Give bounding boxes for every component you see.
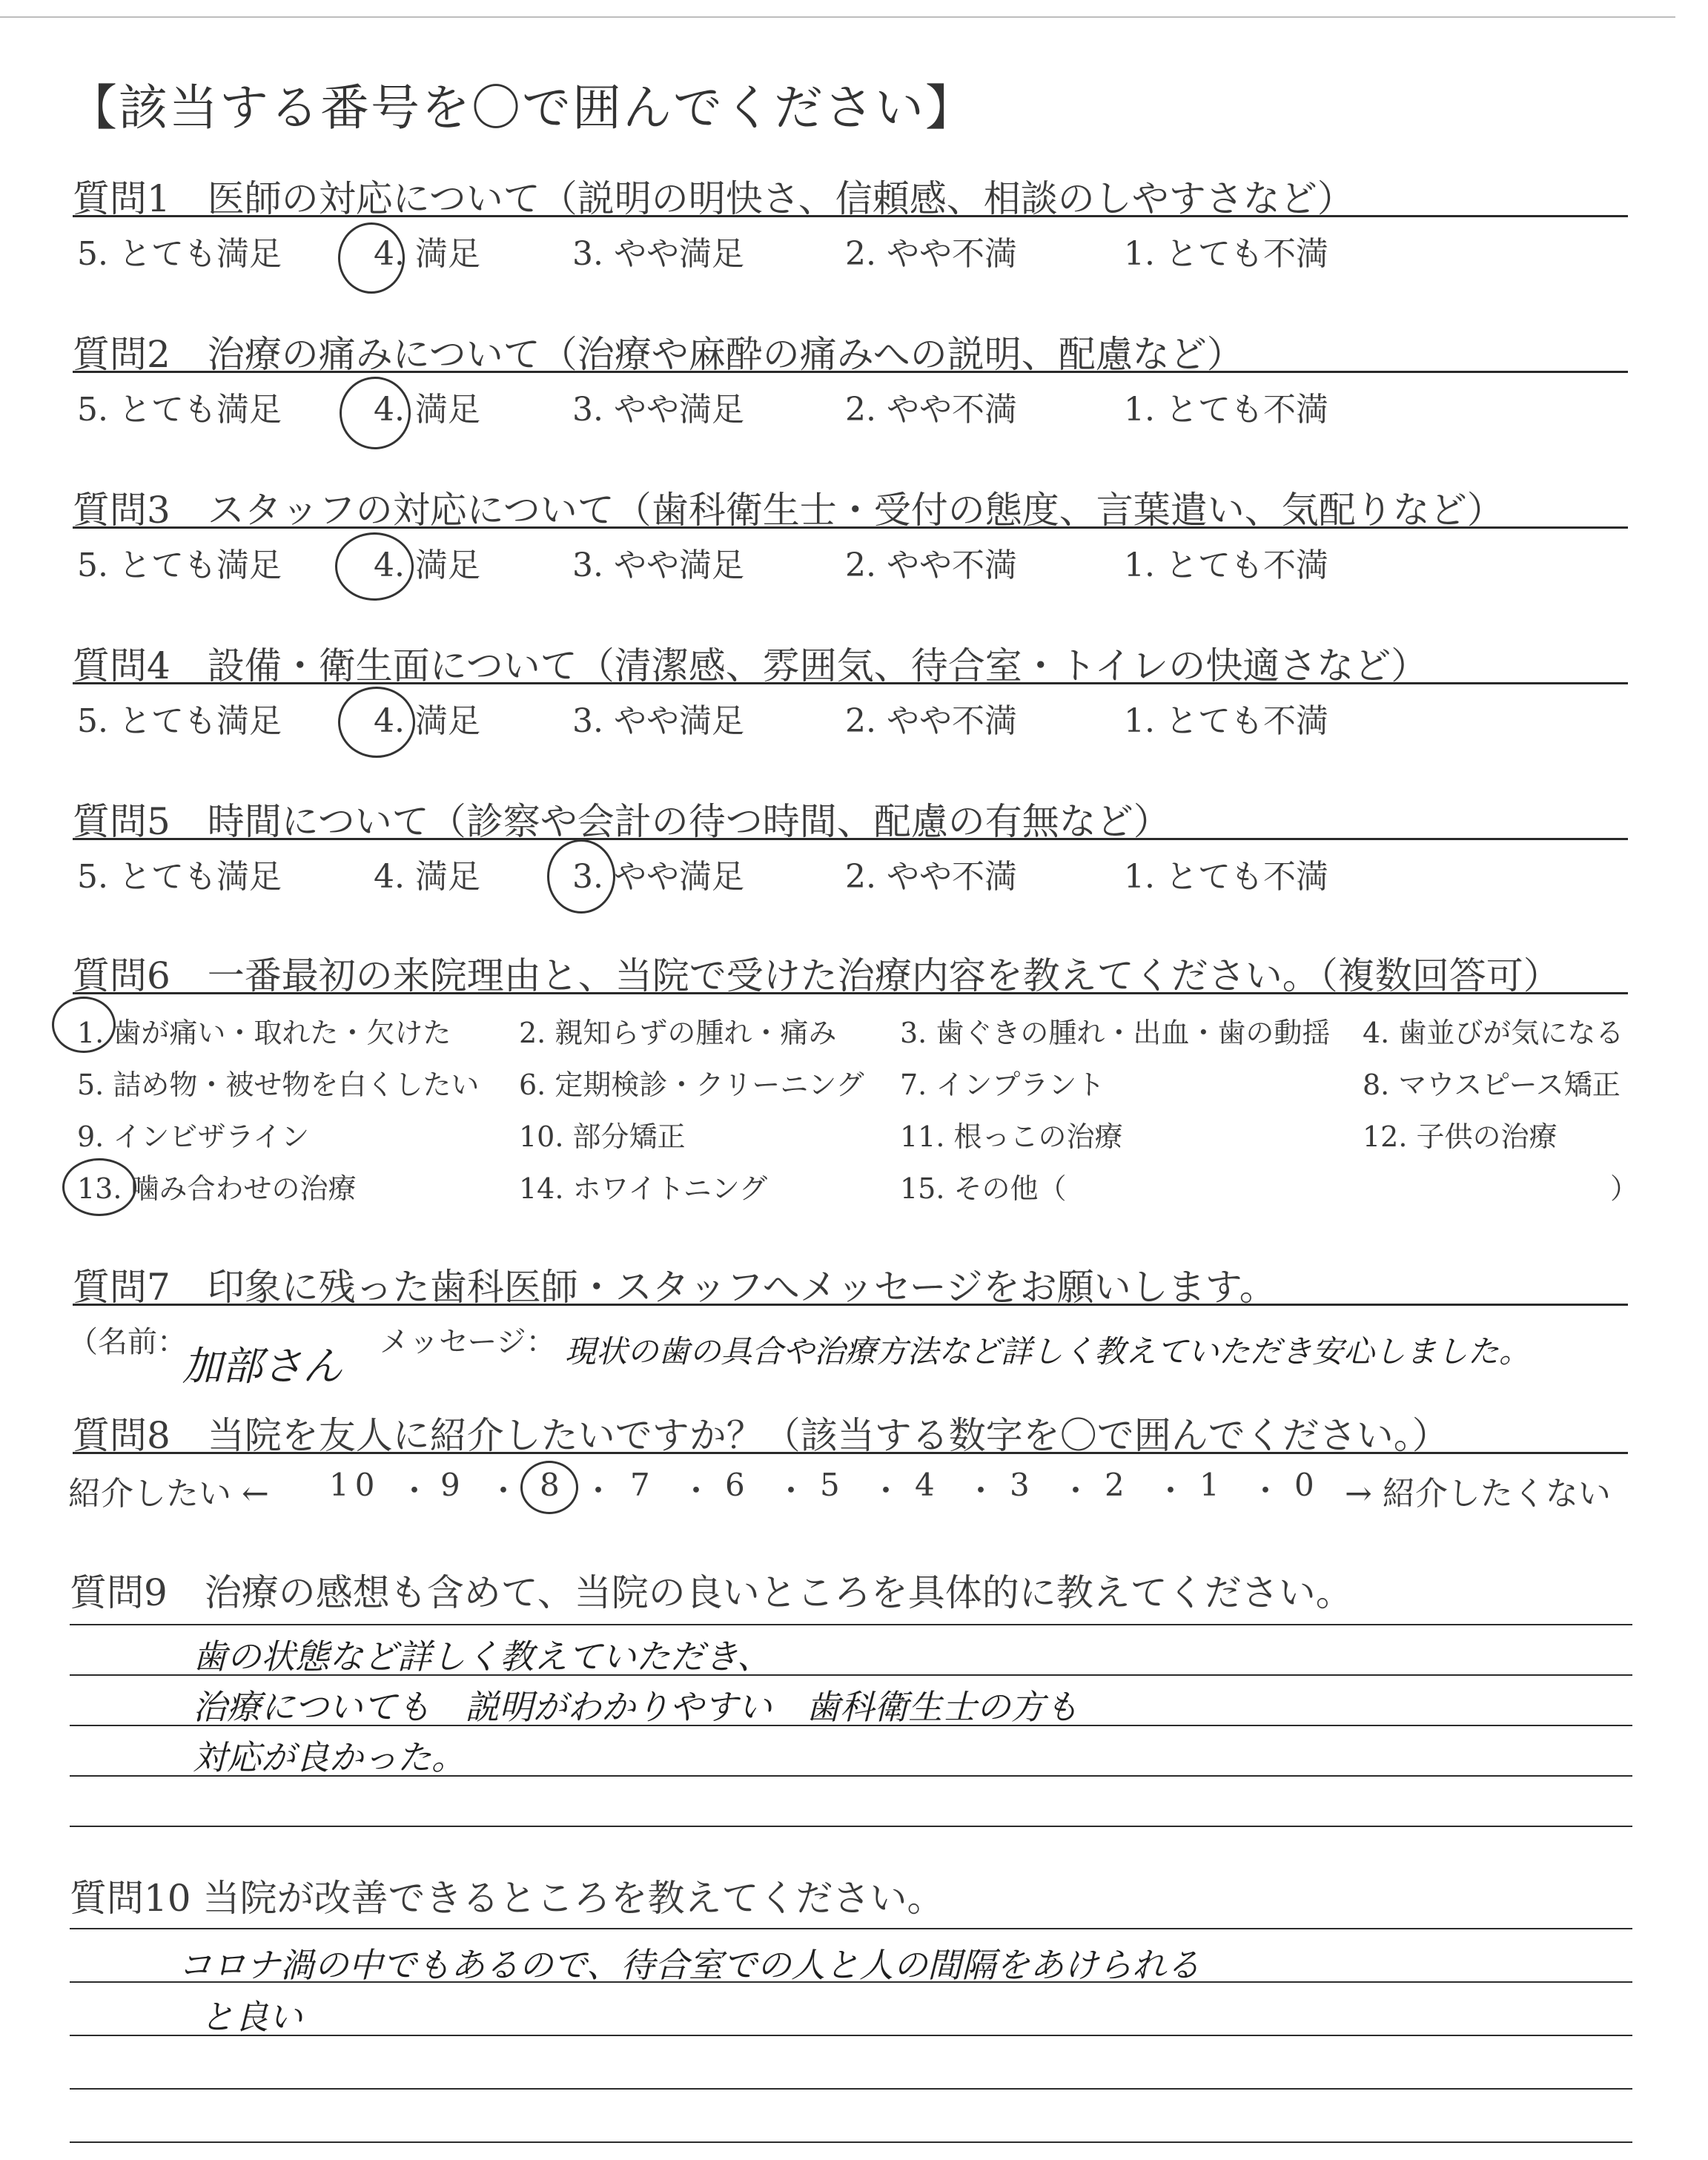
q8-scale-3[interactable]: 3	[1010, 1467, 1036, 1503]
q3-option-5[interactable]: 5. とても満足	[77, 546, 282, 584]
q1-answer-circle	[338, 222, 405, 294]
q9-answer-line-1[interactable]: 歯の状態など詳しく教えていただき、	[193, 1636, 772, 1677]
q7-message-value[interactable]: 現状の歯の具合や治療方法など詳しく教えていただき安心しました。	[565, 1333, 1531, 1370]
q6-choice-13[interactable]: 13. 噛み合わせの治療	[77, 1172, 357, 1205]
q6-choice-10[interactable]: 10. 部分矯正	[519, 1120, 686, 1153]
q8-scale-2[interactable]: 2	[1105, 1467, 1131, 1503]
q6-choice-3[interactable]: 3. 歯ぐきの腫れ・出血・歯の動揺	[900, 1017, 1331, 1049]
q3-option-4[interactable]: 4. 満足	[374, 546, 480, 584]
q5-option-1[interactable]: 1. とても不満	[1124, 858, 1328, 896]
q10-answer-line	[70, 1928, 1632, 1929]
q9-answer-line	[70, 1826, 1632, 1827]
question-6-rule	[73, 992, 1628, 994]
q6-other-close-paren: ）	[1610, 1172, 1639, 1205]
q8-scale-0[interactable]: 0	[1294, 1467, 1320, 1503]
q8-scale-4[interactable]: 4	[915, 1467, 941, 1503]
q8-left-label: 紹介したい ←	[68, 1475, 269, 1513]
q1-option-4[interactable]: 4. 満足	[374, 235, 480, 273]
question-4-rule	[73, 682, 1628, 684]
q7-name-value[interactable]: 加部さん	[182, 1343, 342, 1390]
q10-answer-line-2[interactable]: と良い	[200, 1997, 302, 2037]
question-10-title: 質問10 当院が改善できるところを教えてください。	[70, 1877, 944, 1920]
question-1-title: 質問1 医師の対応について（説明の明快さ、信頼感、相談のしやすさなど）	[73, 177, 1354, 220]
q6-choice-15[interactable]: 15. その他（	[900, 1172, 1067, 1205]
q4-option-3[interactable]: 3. やや満足	[572, 702, 744, 740]
q6-choice-7[interactable]: 7. インプラント	[900, 1069, 1105, 1101]
q4-option-4[interactable]: 4. 満足	[374, 702, 480, 740]
q6-choice-14[interactable]: 14. ホワイトニング	[519, 1172, 768, 1205]
q5-answer-circle	[547, 839, 615, 914]
q8-scale-6[interactable]: 6	[725, 1467, 751, 1503]
q4-answer-circle	[338, 687, 415, 758]
q8-answer-circle	[520, 1461, 578, 1514]
q2-option-5[interactable]: 5. とても満足	[77, 391, 282, 429]
q3-option-2[interactable]: 2. やや不満	[845, 546, 1017, 584]
page-title: 【該当する番号を〇で囲んでください】	[68, 79, 976, 136]
q8-scale-sep: ・	[1250, 1473, 1288, 1509]
q9-answer-line-3[interactable]: 対応が良かった。	[193, 1737, 466, 1777]
question-8-rule	[73, 1452, 1628, 1454]
question-7-rule	[73, 1304, 1628, 1306]
q6-choice-2[interactable]: 2. 親知らずの腫れ・痛み	[519, 1017, 837, 1049]
question-3-title: 質問3 スタッフの対応について（歯科衛生士・受付の態度、言葉遣い、気配りなど）	[73, 489, 1504, 532]
q4-option-5[interactable]: 5. とても満足	[77, 702, 282, 740]
q6-choice-12[interactable]: 12. 子供の治療	[1363, 1120, 1558, 1153]
q7-name-label: （名前：	[68, 1325, 187, 1359]
question-1-rule	[73, 215, 1628, 217]
question-4-title: 質問4 設備・衛生面について（清潔感、雰囲気、待合室・トイレの快適さなど）	[73, 644, 1429, 687]
q8-scale-1[interactable]: 1	[1199, 1467, 1225, 1503]
q8-scale-10[interactable]: 10	[329, 1467, 381, 1503]
q8-scale-7[interactable]: 7	[630, 1467, 656, 1503]
q9-answer-line	[70, 1624, 1632, 1625]
q1-option-3[interactable]: 3. やや満足	[572, 235, 744, 273]
q3-answer-circle	[335, 532, 414, 601]
q5-option-4[interactable]: 4. 満足	[374, 858, 480, 896]
question-2-title: 質問2 治療の痛みについて（治療や麻酔の痛みへの説明、配慮など）	[73, 333, 1244, 376]
question-9-title: 質問9 治療の感想も含めて、当院の良いところを具体的に教えてください。	[70, 1571, 1353, 1614]
q8-right-label: → 紹介したくない	[1345, 1475, 1611, 1513]
q8-scale-sep: ・	[488, 1473, 526, 1509]
q6-choice-9[interactable]: 9. インビザライン	[77, 1120, 310, 1153]
q8-scale-5[interactable]: 5	[820, 1467, 846, 1503]
q1-option-2[interactable]: 2. やや不満	[845, 235, 1017, 273]
q8-scale-sep: ・	[775, 1473, 813, 1509]
q4-option-1[interactable]: 1. とても不満	[1124, 702, 1328, 740]
q8-scale-8[interactable]: 8	[540, 1467, 566, 1503]
question-3-rule	[73, 526, 1628, 529]
q6-choice-11[interactable]: 11. 根っこの治療	[900, 1120, 1123, 1153]
q6-choice-5[interactable]: 5. 詰め物・被せ物を白くしたい	[77, 1069, 480, 1101]
q4-option-2[interactable]: 2. やや不満	[845, 702, 1017, 740]
q8-scale-sep: ・	[583, 1473, 620, 1509]
q6-choice-13-circle	[62, 1158, 136, 1216]
q6-choice-8[interactable]: 8. マウスピース矯正	[1363, 1069, 1621, 1101]
q8-scale-9[interactable]: 9	[440, 1467, 466, 1503]
q10-answer-line	[70, 2088, 1632, 2090]
q8-scale-sep: ・	[399, 1473, 437, 1509]
q5-option-3[interactable]: 3. やや満足	[572, 858, 744, 896]
q6-choice-6[interactable]: 6. 定期検診・クリーニング	[519, 1069, 864, 1101]
q5-option-5[interactable]: 5. とても満足	[77, 858, 282, 896]
q1-option-1[interactable]: 1. とても不満	[1124, 235, 1328, 273]
q7-message-label: メッセージ：	[380, 1325, 556, 1359]
question-6-title: 質問6 一番最初の来院理由と、当院で受けた治療内容を教えてください。（複数回答可）	[73, 954, 1560, 997]
q6-choice-1-circle	[52, 997, 116, 1053]
scan-edge-line	[0, 16, 1675, 18]
q2-option-4[interactable]: 4. 満足	[374, 391, 480, 429]
q2-answer-circle	[340, 377, 411, 449]
q10-answer-line	[70, 2035, 1632, 2036]
q10-answer-line	[70, 2141, 1632, 2143]
q9-answer-line-2[interactable]: 治療についても 説明がわかりやすい 歯科衛生士の方も	[193, 1687, 1079, 1727]
q2-option-2[interactable]: 2. やや不満	[845, 391, 1017, 429]
question-7-title: 質問7 印象に残った歯科医師・スタッフへメッセージをお願いします。	[73, 1266, 1277, 1309]
q3-option-3[interactable]: 3. やや満足	[572, 546, 744, 584]
q2-option-3[interactable]: 3. やや満足	[572, 391, 744, 429]
q8-scale-sep: ・	[1155, 1473, 1193, 1509]
q8-scale-sep: ・	[681, 1473, 718, 1509]
q1-option-5[interactable]: 5. とても満足	[77, 235, 282, 273]
q8-scale-sep: ・	[965, 1473, 1003, 1509]
question-5-title: 質問5 時間について（診察や会計の待つ時間、配慮の有無など）	[73, 800, 1171, 843]
question-8-title: 質問8 当院を友人に紹介したいですか？（該当する数字を〇で囲んでください。）	[73, 1414, 1449, 1457]
q3-option-1[interactable]: 1. とても不満	[1124, 546, 1328, 584]
q6-choice-1[interactable]: 1. 歯が痛い・取れた・欠けた	[77, 1017, 451, 1049]
question-2-rule	[73, 371, 1628, 373]
q5-option-2[interactable]: 2. やや不満	[845, 858, 1017, 896]
q8-scale-sep: ・	[870, 1473, 908, 1509]
q6-choice-4[interactable]: 4. 歯並びが気になる	[1363, 1017, 1624, 1049]
q2-option-1[interactable]: 1. とても不満	[1124, 391, 1328, 429]
question-5-rule	[73, 838, 1628, 840]
q8-scale-sep: ・	[1060, 1473, 1098, 1509]
q10-answer-line-1[interactable]: コロナ渦の中でもあるので、待合室での人と人の間隔をあけられる	[178, 1945, 1201, 1985]
